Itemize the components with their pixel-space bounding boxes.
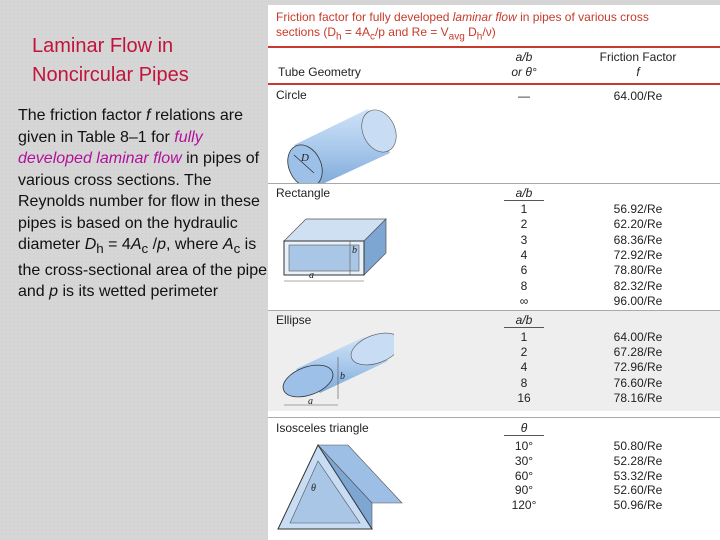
circle-f: 64.00/Re [613,89,663,103]
header-f: f [636,65,640,79]
slide-title [32,32,262,90]
hydraulic-diameter-symbol: D [84,236,97,253]
body-text-1: The friction factor [18,107,147,124]
ellipse-ab-value: 1 [520,330,528,344]
circle-dim-d: D [301,152,309,164]
triangle-ab-value: 60° [514,468,534,483]
ellipse-dim-b: b [340,371,345,382]
triangle-ab-value: 10° [514,439,534,453]
triangle-ab-value: 30° [514,453,534,468]
rectangle-ab-value: 6 [520,263,528,278]
circle-label: Circle [276,88,307,102]
rectangle-friction-value: 96.00/Re [613,293,663,308]
ellipse-ab-value: 2 [520,345,528,360]
body-text-6: , where [165,236,223,253]
triangle-duct-illustration [274,441,404,535]
emphasis-laminar-flow: fully developed laminar flow [18,128,203,167]
triangle-col-head: θ [504,421,544,436]
triangle-friction-value: 52.28/Re [613,453,663,468]
area-symbol: A [130,236,142,253]
ellipse-friction-value: 64.00/Re [613,330,663,344]
body-text-7: is the cross-sectional area of the pipe and [18,236,268,301]
friction-factor-symbol: f [146,107,151,124]
header-rule [268,83,720,85]
ellipse-friction-value: 72.96/Re [613,360,663,375]
rectangle-label: Rectangle [276,186,331,200]
ellipse-label: Ellipse [276,313,312,327]
body-text-2: relations are given in Table 8–1 for [18,107,243,146]
triangle-friction-value: 53.32/Re [613,468,663,483]
perimeter-symbol-2: p [49,283,59,301]
triangle-friction-value: 50.80/Re [613,439,663,453]
hydraulic-diameter-subscript: h [96,241,104,257]
area-subscript-2: c [233,241,241,257]
triangle-dim-theta: θ [311,483,316,494]
ellipse-dim-a: a [308,396,313,407]
rectangle-ab-value: 8 [520,278,528,293]
body-text-5: / [148,236,158,253]
slide-title-line1: Laminar Flow in [32,35,174,57]
ellipse-ab-value: 8 [520,375,528,390]
caption-rule [268,46,720,48]
rectangle-friction-value: 56.92/Re [613,202,663,216]
rectangle-ab-value: ∞ [519,293,529,308]
table-caption: Friction factor for fully developed laminar flow in pipes of various cross sections ($D_h = 4A_c/p$ and $Re = V_{avg}$ $D_h/\nu$) [276,10,649,43]
friction-factor-table [268,5,720,540]
header-friction-factor: Friction Factor [599,50,677,64]
rectangle-duct-illustration [276,205,394,283]
circle-pipe-illustration [272,105,402,183]
ellipse-friction-value: 78.16/Re [613,390,663,405]
triangle-ab-value: 90° [514,483,534,498]
circle-ab: — [518,89,530,103]
ellipse-ab-value: 16 [517,390,531,405]
area-subscript: c [141,241,149,257]
body-text-8: is its wetted perimeter [58,283,219,301]
ellipse-friction-value: 67.28/Re [613,345,663,360]
area-symbol-2: A [222,236,234,253]
rectangle-col-head: a/b [504,186,544,201]
rectangle-ab-value: 1 [520,202,528,216]
rectangle-friction-value: 68.36/Re [613,232,663,247]
rectangle-divider [268,183,720,184]
triangle-friction-value: 50.96/Re [613,498,663,513]
rectangle-ab-value: 2 [520,217,528,232]
rectangle-dim-a: a [309,270,314,281]
slide-body-text [18,105,268,303]
rectangle-friction-value: 82.32/Re [613,278,663,293]
triangle-divider [268,417,720,418]
perimeter-symbol: p [157,236,166,253]
ellipse-col-head: a/b [504,313,544,328]
triangle-friction-value: 52.60/Re [613,483,663,498]
header-ab: a/b [515,50,533,64]
header-or-theta: or θ° [511,65,537,79]
triangle-label: Isosceles triangle [276,421,369,435]
ellipse-friction-value: 76.60/Re [613,375,663,390]
ellipse-pipe-illustration [276,327,394,413]
rectangle-friction-value: 78.80/Re [613,263,663,278]
rectangle-friction-value: 62.20/Re [613,217,663,232]
rectangle-ab-value: 3 [520,232,528,247]
rectangle-dim-b: b [352,245,357,256]
body-text-3: in pipes of various cross sections. The Reynolds number for flow in these pipes is based on the hydraulic diameter [18,150,260,253]
rectangle-ab-value: 4 [520,247,528,262]
body-text-4: = 4 [103,236,131,253]
rectangle-friction-value: 72.92/Re [613,247,663,262]
ellipse-ab-value: 4 [520,360,528,375]
triangle-ab-value: 120° [511,498,537,513]
slide-title-line2: Noncircular Pipes [32,64,189,86]
header-tube-geometry: Tube Geometry [278,65,361,79]
